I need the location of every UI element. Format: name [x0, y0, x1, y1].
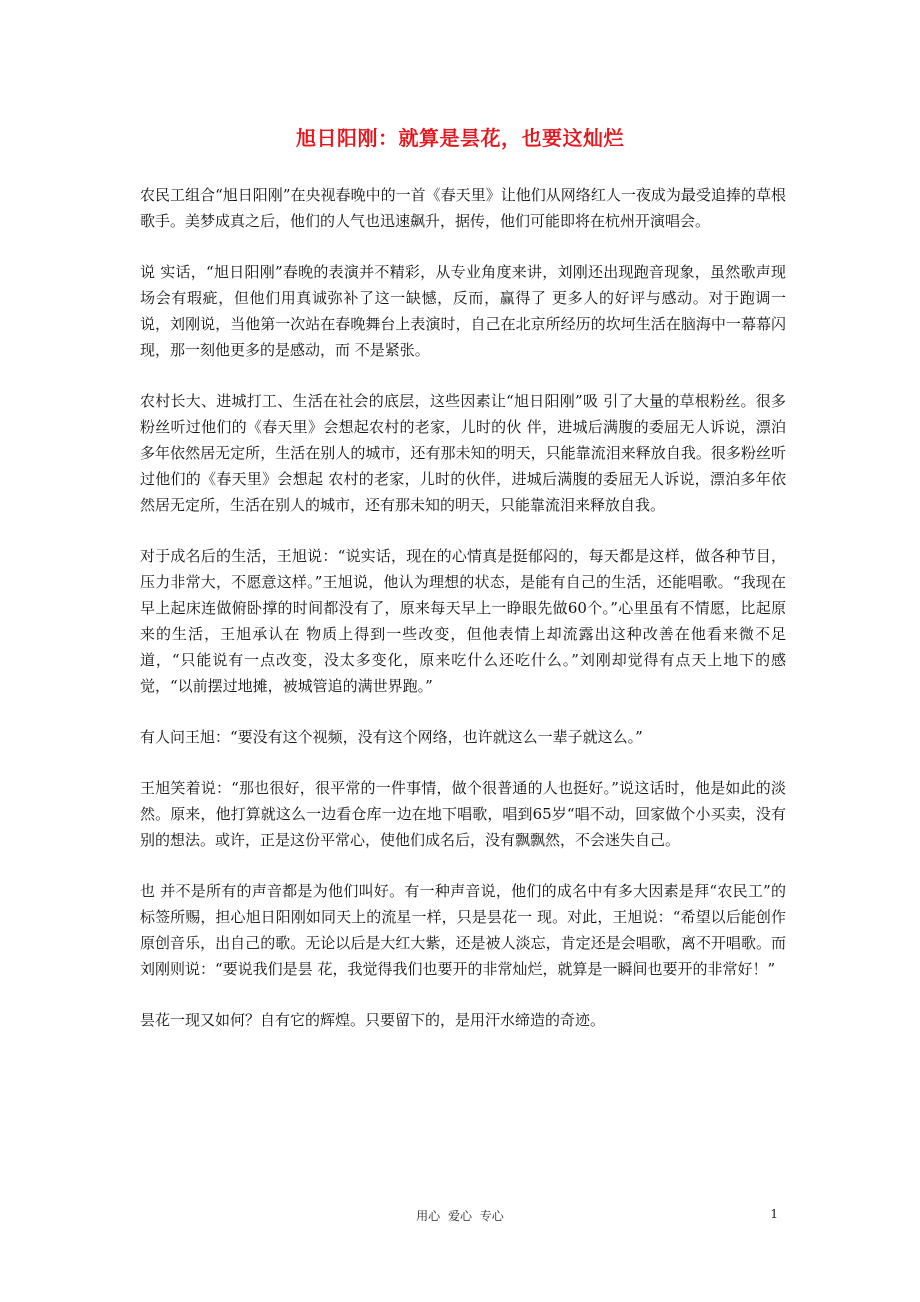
paragraph-8: 昙花一现又如何？自有它的辉煌。只要留下的，是用汗水缔造的奇迹。: [140, 1011, 606, 1029]
page-number: 1: [770, 1207, 778, 1221]
paragraph-5: 有人问王旭：“要没有这个视频，没有这个网络，也许就这么一辈子就这么。”: [140, 728, 643, 746]
paragraph-2: 说 实话，“旭日阳刚”春晚的表演并不精彩，从专业角度来讲，刘刚还出现跑音现象，虽然歌声现场会有瑕疵，但他们用真诚弥补了这一缺憾，反而，赢得了 更多人的好评与感动。对于跑调一说，刘刚说，当他第一次站在春晚舞台上表演时，自己在北京所经历的坎坷生活在脑海中一幕幕闪现，那一刻他更多的是感动，而 不是紧张。: [140, 263, 786, 359]
paragraph-7: 也 并不是所有的声音都是为他们叫好。有一种声音说，他们的成名中有多大因素是拜“农民工”的标签所赐，担心旭日阳刚如同天上的流星一样，只是昙花一 现。对此，王旭说：“希望以后能创作原创音乐，出自己的歌。无论以后是大红大紫，还是被人淡忘，肯定还是会唱歌，离不开唱歌。而刘刚则说：“要说我们是昙 花，我觉得我们也要开的非常灿烂，就算是一瞬间也要开的非常好！”: [140, 882, 786, 978]
footer-motto: 用心 爱心 专心: [416, 1209, 504, 1223]
paragraph-1: 农民工组合“旭日阳刚”在央视春晚中的一首《春天里》让他们从网络红人一夜成为最受追捧的草根歌手。美梦成真之后，他们的人气也迅速飙升，据传，他们可能即将在杭州开演唱会。: [140, 186, 786, 230]
article-body: [140, 182, 786, 1058]
paragraph-6: 王旭笑着说：“那也很好，很平常的一件事情，做个很普通的人也挺好。”说这话时，他是如此的淡然。原来，他打算就这么一边看仓库一边在地下唱歌，唱到65岁“唱不动，回家做个小买卖，没有别的想法。或许，正是这份平常心，使他们成名后，没有飘飘然，不会迷失自己。: [140, 779, 786, 849]
paragraph-4: 对于成名后的生活，王旭说：“说实话，现在的心情真是挺郁闷的，每天都是这样，做各种节目，压力非常大，不愿意这样。”王旭说，他认为理想的状态，是能有自己的生活，还能唱歌。“我现在早上起床连做俯卧撑的时间都没有了，原来每天早上一睁眼先做60个。”心里虽有不情愿，比起原来的生活，王旭承认在 物质上得到一些改变，但他表情上却流露出这种改善在他看来微不足道，“只能说有一点改变，没太多变化，原来吃什么还吃什么。”刘刚却觉得有点天上地下的感 觉，“以前摆过地摊，被城管追的满世界跑。”: [140, 547, 786, 695]
document-title: 旭日阳刚：就算是昙花，也要这灿烂: [296, 126, 624, 150]
paragraph-3: 农村长大、进城打工、生活在社会的底层，这些因素让“旭日阳刚”吸 引了大量的草根粉丝。很多粉丝听过他们的《春天里》会想起农村的老家，儿时的伙 伴，进城后满腹的委屈无人诉说，漂泊多年依然居无定所，生活在别人的城市，还有那未知的明天，只能靠流泪来释放自我。很多粉丝听过他们的《春天里》会想起 农村的老家，儿时的伙伴，进城后满腹的委屈无人诉说，漂泊多年依然居无定所，生活在别人的城市，还有那未知的明天，只能靠流泪来释放自我。: [140, 392, 786, 514]
